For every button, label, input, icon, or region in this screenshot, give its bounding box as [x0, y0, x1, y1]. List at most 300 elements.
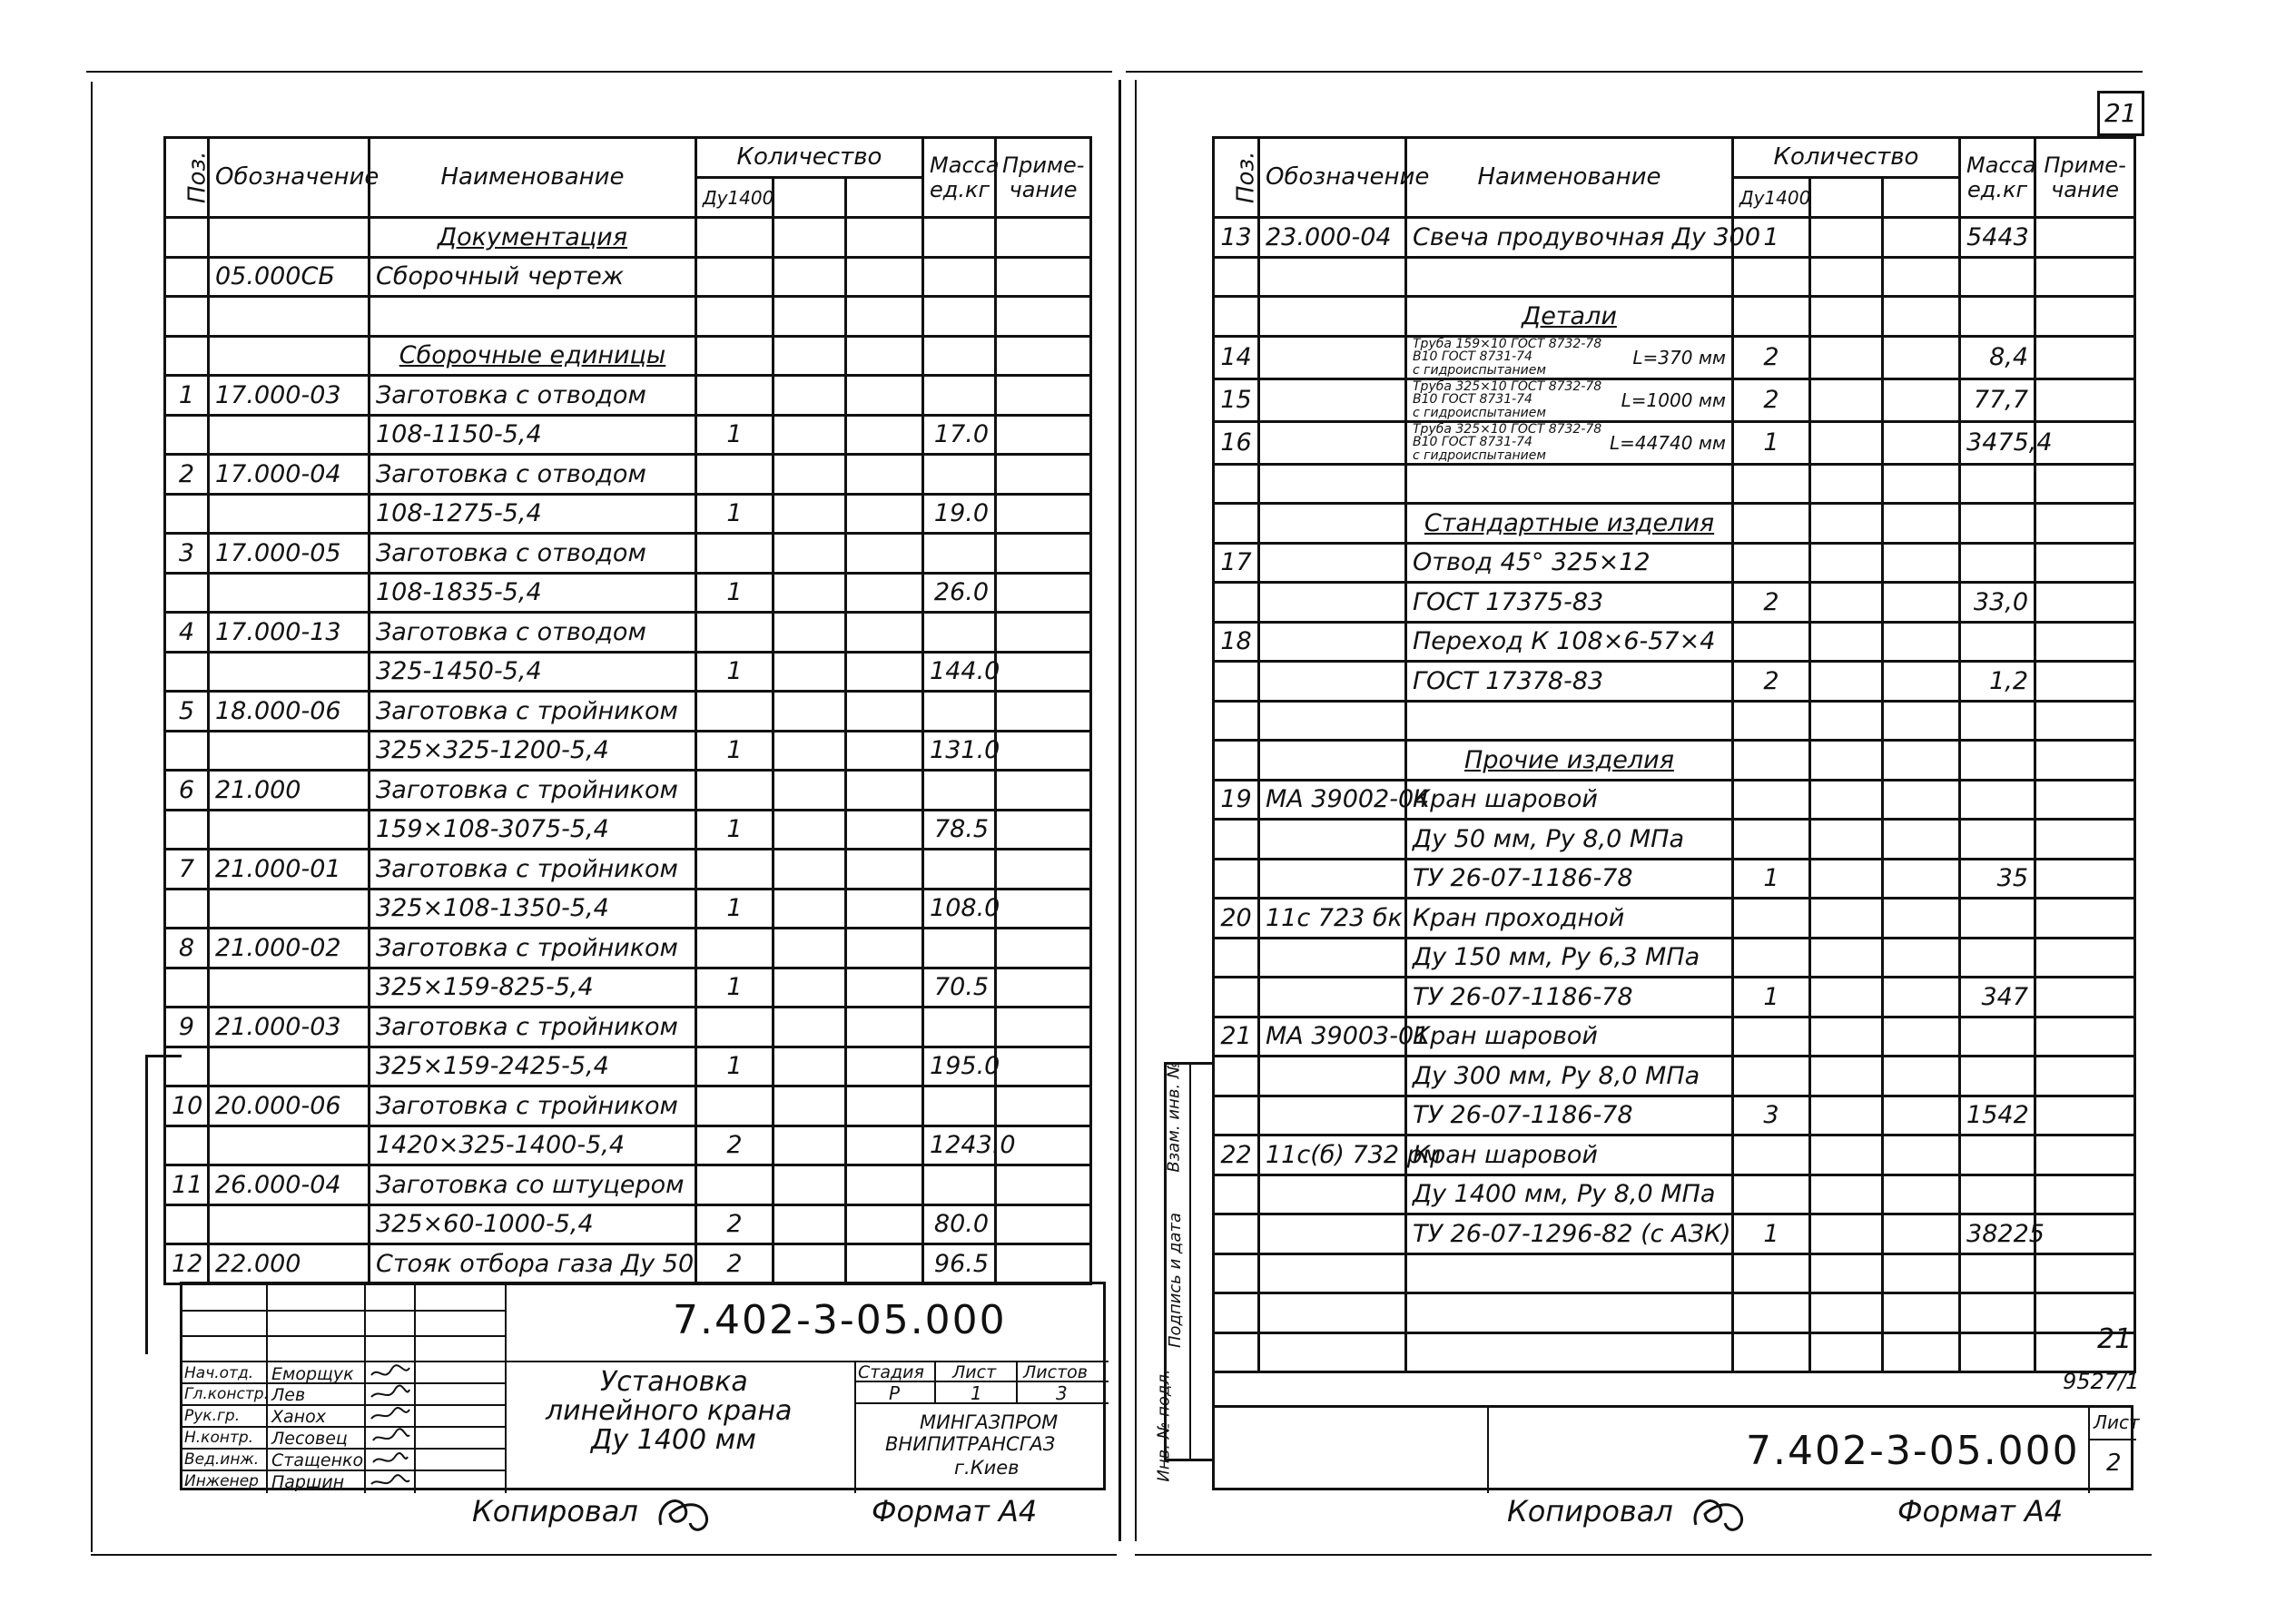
- title-line: Ду 1400 мм: [591, 1424, 756, 1456]
- cell-qty-blank: [1810, 899, 1883, 939]
- cell-pos: [1214, 662, 1259, 702]
- cell-designation: [209, 652, 370, 692]
- cell-pos: [1214, 297, 1259, 337]
- cell-designation: [1259, 859, 1406, 899]
- cell-designation: 17.000-03: [209, 376, 370, 416]
- rtb-vline: [2088, 1408, 2090, 1493]
- cell-name: [370, 771, 696, 811]
- cell-name: [1406, 662, 1733, 702]
- cell-qty-blank: [1810, 297, 1883, 337]
- tb-vline-stage: [934, 1361, 936, 1402]
- table-row: [1214, 378, 2135, 421]
- cell-name-text: Кран шаровой: [1413, 1022, 1598, 1051]
- cell-note: [996, 968, 1091, 1008]
- cell-name-text: Свеча продувочная Ду 300: [1413, 222, 1761, 251]
- cell-pos: [1214, 938, 1259, 978]
- table-row: [165, 810, 1091, 850]
- cell-mass: [923, 1165, 996, 1205]
- cell-note: [2035, 701, 2135, 741]
- cell-name-text: 108-1835-5,4: [376, 578, 542, 607]
- cell-name: [1406, 378, 1733, 421]
- cell-qty-blank: [1810, 820, 1883, 860]
- cell-designation: [1259, 938, 1406, 978]
- cell-note: [996, 415, 1091, 455]
- table-row: [165, 573, 1091, 613]
- top-border-line-right: [1126, 71, 2143, 73]
- table-row: [1214, 218, 2135, 258]
- cell-designation: [1259, 378, 1406, 421]
- pipe-spec-line: В10 ГОСТ 8731-74: [1413, 392, 1532, 408]
- cell-qty-blank: [846, 218, 923, 258]
- cell-qty: [1733, 297, 1810, 337]
- cell-pos: 21: [1214, 1017, 1259, 1057]
- cell-qty-blank: [774, 415, 846, 455]
- cell-qty-blank: [846, 376, 923, 416]
- cell-qty: 2: [1733, 336, 1810, 378]
- cell-name-text: ГОСТ 17375-83: [1413, 587, 1604, 616]
- cell-mass: [1960, 622, 2035, 662]
- cell-pos: 8: [165, 929, 209, 968]
- staff-role: Рук.гр.: [184, 1407, 241, 1425]
- cell-qty: 1: [1733, 218, 1810, 258]
- cell-name-text: Ду 1400 мм, Ру 8,0 МПа: [1413, 1180, 1716, 1209]
- cell-mass: 78.5: [923, 810, 996, 850]
- staff-name: Лесовец: [271, 1429, 348, 1449]
- table-row: [1214, 899, 2135, 939]
- cell-mass: [1960, 1253, 2035, 1293]
- cell-qty-blank: [1883, 297, 1960, 337]
- doc-code: 7.402-3-05.000: [673, 1297, 1007, 1343]
- cell-name: [370, 573, 696, 613]
- cell-designation: [1259, 543, 1406, 583]
- cell-note: [996, 692, 1091, 732]
- cell-name: [1406, 464, 1733, 504]
- cell-qty-blank: [774, 297, 846, 337]
- cell-name: [1406, 297, 1733, 337]
- table-row: [1214, 859, 2135, 899]
- cell-name-text: 108-1275-5,4: [376, 499, 542, 528]
- cell-pos: [165, 573, 209, 613]
- cell-qty-blank: [1883, 1214, 1960, 1254]
- cell-qty-blank: [1810, 218, 1883, 258]
- cell-note: [2035, 543, 2135, 583]
- cell-qty-blank: [846, 1244, 923, 1284]
- cell-note: [2035, 336, 2135, 378]
- cell-qty: [1733, 741, 1810, 781]
- cell-mass: 347: [1960, 978, 2035, 1017]
- cell-qty-blank: [774, 534, 846, 574]
- cell-qty-blank: [1810, 1293, 1883, 1333]
- cell-qty: 1: [696, 415, 774, 455]
- cell-pos: 3: [165, 534, 209, 574]
- cell-designation: [209, 968, 370, 1008]
- cell-qty-blank: [846, 336, 923, 376]
- cell-pos: 19: [1214, 780, 1259, 820]
- table-row: [1214, 257, 2135, 297]
- cell-qty-blank: [846, 889, 923, 929]
- cell-name: [1406, 1293, 1733, 1333]
- table-row: [1214, 1332, 2135, 1372]
- cell-note: [2035, 1096, 2135, 1135]
- table-row: [1214, 421, 2135, 464]
- cell-qty: 1: [1733, 978, 1810, 1017]
- cell-qty-blank: [1883, 543, 1960, 583]
- cell-designation: 17.000-04: [209, 455, 370, 495]
- cell-name-text: Сборочные единицы: [399, 341, 666, 370]
- cell-designation: [1259, 297, 1406, 337]
- cell-name-text: Кран проходной: [1413, 903, 1625, 932]
- cell-name: [370, 652, 696, 692]
- cell-note: [2035, 504, 2135, 544]
- cell-qty-blank: [1810, 1096, 1883, 1135]
- cell-mass: [1960, 297, 2035, 337]
- table-row: [165, 613, 1091, 653]
- cell-name: [1406, 859, 1733, 899]
- cell-mass: 77,7: [1960, 378, 2035, 421]
- cell-name: [370, 968, 696, 1008]
- cell-qty: [696, 336, 774, 376]
- tb-vline: [414, 1284, 416, 1493]
- cell-pos: [1214, 820, 1259, 860]
- table-row: [165, 929, 1091, 968]
- cell-name: [1406, 1214, 1733, 1254]
- cell-designation: [1259, 741, 1406, 781]
- cell-note: [996, 1047, 1091, 1086]
- cell-designation: [209, 494, 370, 534]
- cell-mass: [1960, 257, 2035, 297]
- cell-qty-blank: [846, 1008, 923, 1047]
- table-row: [1214, 1175, 2135, 1214]
- header-qty: Количество: [1733, 138, 1960, 178]
- cell-qty: [696, 455, 774, 495]
- cell-name-text: ТУ 26-07-1296-82 (с АЗК): [1413, 1219, 1731, 1248]
- cell-pos: 16: [1214, 421, 1259, 464]
- cell-qty-blank: [774, 218, 846, 258]
- cell-pos: 6: [165, 771, 209, 811]
- cell-note: [2035, 1253, 2135, 1293]
- staff-role: Инженер: [184, 1472, 259, 1490]
- cell-designation: [1259, 662, 1406, 702]
- table-row: [165, 1086, 1091, 1126]
- header-qty-blank: [1883, 178, 1960, 218]
- cell-name-text: 1420×325-1400-5,4: [376, 1131, 626, 1160]
- cell-mass: 26.0: [923, 573, 996, 613]
- cell-mass: 1,2: [1960, 662, 2035, 702]
- header-qty-du1400: Ду1400: [1733, 178, 1810, 218]
- cell-mass: [1960, 899, 2035, 939]
- bottom-border-right: [1135, 1554, 2152, 1556]
- cell-qty: [1733, 780, 1810, 820]
- cell-name-text: 325×60-1000-5,4: [376, 1210, 594, 1239]
- cell-mass: 144.0: [923, 652, 996, 692]
- tb-vline-stage: [1016, 1361, 1018, 1402]
- cell-pos: [165, 1126, 209, 1165]
- cell-mass: [1960, 464, 2035, 504]
- cell-name: [1406, 257, 1733, 297]
- pipe-spec-line: В10 ГОСТ 8731-74: [1413, 349, 1532, 365]
- cell-note: [2035, 1175, 2135, 1214]
- cell-qty: [1733, 1293, 1810, 1333]
- cell-qty: [696, 297, 774, 337]
- right-sheet-label: Лист: [2094, 1411, 2140, 1433]
- sheet-label: Лист: [952, 1362, 997, 1382]
- cell-designation: [1259, 820, 1406, 860]
- cell-name: [370, 494, 696, 534]
- cell-qty-blank: [1810, 1175, 1883, 1214]
- cell-qty: [1733, 701, 1810, 741]
- cell-designation: [1259, 257, 1406, 297]
- cell-qty-blank: [774, 257, 846, 297]
- cell-designation: 05.000СБ: [209, 257, 370, 297]
- stage-value: Р: [889, 1382, 901, 1404]
- cell-qty: [696, 1086, 774, 1126]
- cell-mass: [1960, 1175, 2035, 1214]
- header-note: Приме-чание: [2035, 138, 2135, 218]
- cell-qty: [696, 1008, 774, 1047]
- staff-name: Еморщук: [271, 1364, 354, 1384]
- cell-name-text: 108-1150-5,4: [376, 420, 542, 449]
- table-row: [165, 850, 1091, 890]
- cell-designation: [209, 218, 370, 258]
- cell-name-text: Заготовка со штуцером: [376, 1170, 685, 1199]
- header-qty-blank: [1810, 178, 1883, 218]
- cell-name-text: Документация: [438, 222, 627, 251]
- cell-qty-blank: [774, 929, 846, 968]
- table-row: [165, 297, 1091, 337]
- cell-name: [370, 218, 696, 258]
- cell-qty: [1733, 1332, 1810, 1372]
- cell-mass: 3475,4: [1960, 421, 2035, 464]
- cell-qty-blank: [1810, 938, 1883, 978]
- table-row: [1214, 780, 2135, 820]
- right-doc-code: 7.402-3-05.000: [1746, 1428, 2080, 1474]
- tb-hline: [182, 1310, 507, 1312]
- cell-qty-blank: [774, 1086, 846, 1126]
- left-margin-line: [91, 82, 93, 1552]
- cell-note: [996, 929, 1091, 968]
- cell-qty-blank: [774, 1165, 846, 1205]
- cell-note: [2035, 622, 2135, 662]
- header-qty: Количество: [696, 138, 923, 178]
- cell-name: [370, 929, 696, 968]
- cell-name-text: Заготовка с отводом: [376, 617, 646, 646]
- cell-note: [2035, 583, 2135, 623]
- cell-qty-blank: [846, 1086, 923, 1126]
- cell-mass: [1960, 1293, 2035, 1333]
- cell-name: [370, 1244, 696, 1284]
- cell-pos: [1214, 978, 1259, 1017]
- cell-name-text: Стандартные изделия: [1424, 508, 1715, 537]
- cell-designation: [209, 810, 370, 850]
- cell-name: [370, 376, 696, 416]
- cell-qty: [1733, 1017, 1810, 1057]
- cell-qty-blank: [1883, 1253, 1960, 1293]
- cell-qty-blank: [846, 573, 923, 613]
- cell-mass: 35: [1960, 859, 2035, 899]
- cell-designation: 11с 723 бк: [1259, 899, 1406, 939]
- cell-name-text: Кран шаровой: [1413, 785, 1598, 814]
- cell-mass: 131.0: [923, 731, 996, 771]
- cell-qty-blank: [774, 810, 846, 850]
- table-row: [165, 1204, 1091, 1244]
- table-row: [165, 257, 1091, 297]
- cell-designation: [1259, 1175, 1406, 1214]
- cell-qty: [1733, 622, 1810, 662]
- cell-qty: 2: [696, 1204, 774, 1244]
- cell-designation: 17.000-05: [209, 534, 370, 574]
- cell-note: [2035, 662, 2135, 702]
- cell-note: [2035, 859, 2135, 899]
- cell-name-text: 325×325-1200-5,4: [376, 736, 609, 765]
- table-row: [165, 968, 1091, 1008]
- table-row: [165, 1047, 1091, 1086]
- cell-qty-blank: [1810, 257, 1883, 297]
- cell-note: [996, 889, 1091, 929]
- cell-qty: 1: [1733, 1214, 1810, 1254]
- cell-designation: 21.000-02: [209, 929, 370, 968]
- cell-pos: 15: [1214, 378, 1259, 421]
- cell-designation: [1259, 1332, 1406, 1372]
- cell-qty-blank: [774, 1244, 846, 1284]
- cell-mass: [1960, 820, 2035, 860]
- cell-qty-blank: [774, 1204, 846, 1244]
- cell-name: [370, 1204, 696, 1244]
- cell-qty-blank: [1883, 780, 1960, 820]
- cell-qty-blank: [846, 494, 923, 534]
- cell-name-text: 325×159-825-5,4: [376, 973, 594, 1002]
- cell-name-text: Прочие изделия: [1464, 745, 1674, 774]
- left-title-block: [180, 1282, 1106, 1490]
- cell-name-text: Заготовка с отводом: [376, 538, 646, 567]
- cell-qty-blank: [846, 771, 923, 811]
- header-note: Приме-чание: [996, 138, 1091, 218]
- cell-pos: [1214, 1332, 1259, 1372]
- cell-pos: [165, 1047, 209, 1086]
- cell-qty: 1: [696, 810, 774, 850]
- cell-qty: [696, 613, 774, 653]
- table-row: [1214, 701, 2135, 741]
- cell-qty-blank: [846, 1126, 923, 1165]
- cell-pos: [165, 297, 209, 337]
- cell-qty: [696, 1165, 774, 1205]
- table-row: [1214, 1293, 2135, 1333]
- cell-qty-blank: [1810, 622, 1883, 662]
- cell-pos: [1214, 1253, 1259, 1293]
- cell-qty-blank: [1883, 218, 1960, 258]
- cell-mass: [923, 455, 996, 495]
- cell-name-text: 159×108-3075-5,4: [376, 815, 609, 844]
- cell-pos: [1214, 1293, 1259, 1333]
- stage-label: Стадия: [858, 1362, 924, 1382]
- cell-note: [996, 1086, 1091, 1126]
- cell-qty: 1: [696, 731, 774, 771]
- cell-mass: [923, 1008, 996, 1047]
- cell-qty-blank: [1883, 741, 1960, 781]
- cell-name-text: 325×159-2425-5,4: [376, 1052, 609, 1081]
- cell-mass: [923, 850, 996, 890]
- cell-designation: [209, 573, 370, 613]
- cell-name-text: ТУ 26-07-1186-78: [1413, 1101, 1633, 1130]
- table-row: [165, 889, 1091, 929]
- cell-mass: [923, 336, 996, 376]
- cell-note: [996, 652, 1091, 692]
- cell-name-text: Заготовка с тройником: [376, 854, 678, 883]
- cell-qty-blank: [774, 771, 846, 811]
- cell-name: [370, 613, 696, 653]
- table-row: [165, 652, 1091, 692]
- cell-qty: 1: [696, 1047, 774, 1086]
- cell-mass: [923, 376, 996, 416]
- cell-qty-blank: [1810, 543, 1883, 583]
- cell-note: [996, 731, 1091, 771]
- cell-name: [370, 1047, 696, 1086]
- cell-designation: 11с(б) 732 рм: [1259, 1135, 1406, 1175]
- cell-qty: [696, 929, 774, 968]
- cell-note: [996, 573, 1091, 613]
- format-label: Формат А4: [872, 1494, 1038, 1529]
- cell-qty-blank: [774, 850, 846, 890]
- cell-note: [996, 1008, 1091, 1047]
- cell-note: [996, 218, 1091, 258]
- cell-pos: 2: [165, 455, 209, 495]
- cell-qty: 1: [696, 968, 774, 1008]
- cell-designation: 23.000-04: [1259, 218, 1406, 258]
- table-row: [165, 771, 1091, 811]
- cell-qty: 1: [696, 494, 774, 534]
- cell-qty-blank: [846, 1165, 923, 1205]
- cell-qty: 1: [1733, 859, 1810, 899]
- cell-qty-blank: [774, 613, 846, 653]
- staff-role: Нач.отд.: [184, 1364, 254, 1382]
- cell-qty-blank: [846, 731, 923, 771]
- cell-qty-blank: [846, 850, 923, 890]
- cell-note: [996, 376, 1091, 416]
- table-row: [165, 1244, 1091, 1284]
- cell-mass: [923, 613, 996, 653]
- cell-qty-blank: [774, 376, 846, 416]
- cell-pos: 9: [165, 1008, 209, 1047]
- side-label-replaced: Взам. инв. №: [1164, 1061, 1184, 1173]
- cell-qty-blank: [1810, 1214, 1883, 1254]
- cell-pos: [1214, 464, 1259, 504]
- cell-qty-blank: [1810, 978, 1883, 1017]
- pipe-spec-line: с гидроиспытанием: [1413, 448, 1546, 463]
- cell-qty-blank: [846, 652, 923, 692]
- cell-mass: 70.5: [923, 968, 996, 1008]
- cell-designation: [209, 889, 370, 929]
- cell-mass: [923, 692, 996, 732]
- pipe-spec: [1413, 338, 1601, 378]
- cell-qty: 1: [696, 889, 774, 929]
- cell-qty-blank: [1883, 504, 1960, 544]
- cell-note: [996, 257, 1091, 297]
- cell-note: [996, 613, 1091, 653]
- table-row: [1214, 622, 2135, 662]
- cell-qty-blank: [1883, 1293, 1960, 1333]
- table-row: [1214, 504, 2135, 544]
- cell-mass: [1960, 543, 2035, 583]
- cell-qty-blank: [846, 455, 923, 495]
- cell-mass: [1960, 780, 2035, 820]
- table-row: [165, 1126, 1091, 1165]
- cell-name-text: Детали: [1522, 301, 1617, 330]
- pipe-spec-line: с гидроиспытанием: [1413, 405, 1546, 420]
- cell-designation: [209, 1204, 370, 1244]
- cell-qty-blank: [1883, 1096, 1960, 1135]
- cell-designation: [1259, 1293, 1406, 1333]
- cell-note: [996, 494, 1091, 534]
- cell-qty-blank: [774, 652, 846, 692]
